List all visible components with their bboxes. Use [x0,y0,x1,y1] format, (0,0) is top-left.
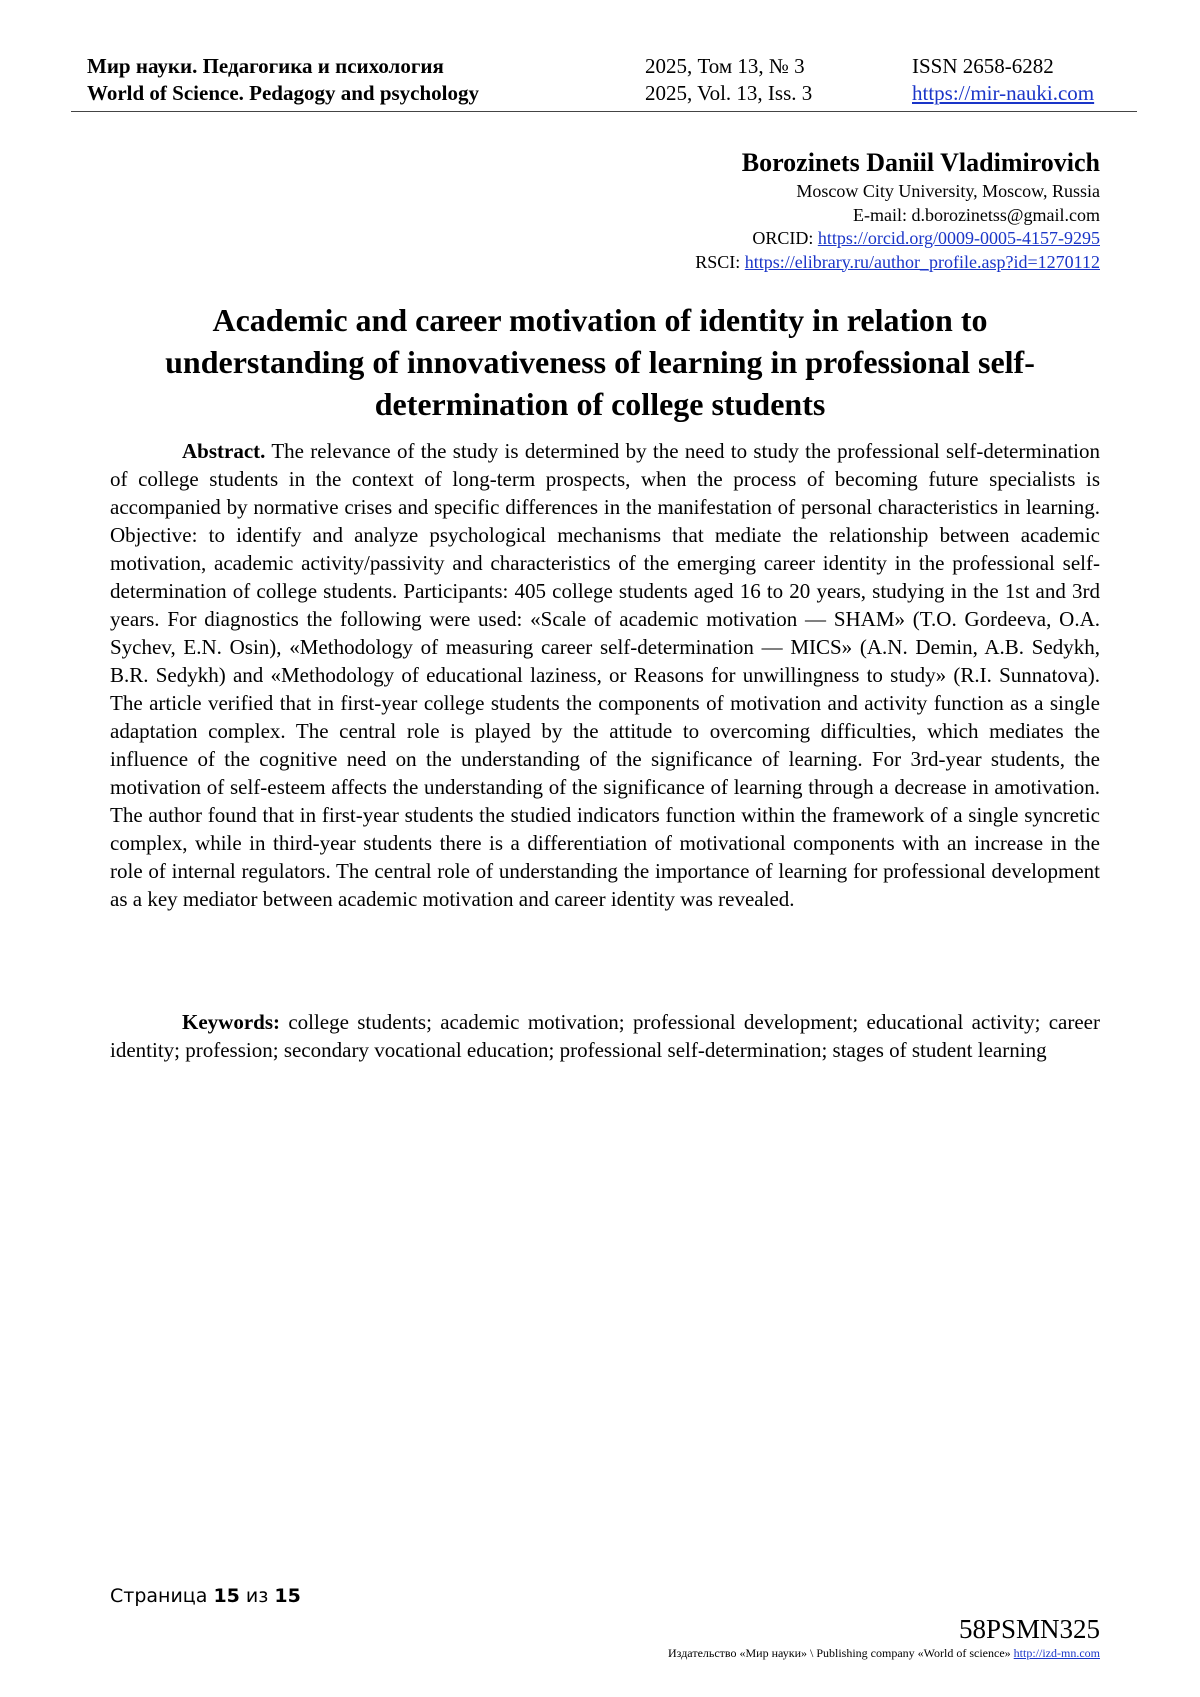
keywords-label: Keywords: [182,1010,280,1034]
issue-ru: 2025, Том 13, № 3 [645,54,805,78]
rsci-link[interactable]: https://elibrary.ru/author_profile.asp?id=1270112 [744,251,1100,272]
page-mid: из [239,1585,275,1607]
publisher-text: Издательство «Мир науки» \ Publishing company «World of science» [668,1646,1014,1660]
keywords-text: college students; academic motivation; professional development; educational activity; career identity; profession; secondary vocational education; professional self-determination; stages of student learning [110,1010,1100,1062]
rsci-label: RSCI: [695,251,745,272]
author-name: Borozinets Daniil Vladimirovich [741,148,1100,177]
publisher-link[interactable]: http://izd-mn.com [1013,1646,1100,1660]
orcid-link[interactable]: https://orcid.org/0009-0005-4157-9295 [817,228,1100,248]
journal-name-ru: Мир науки. Педагогика и психология [87,54,444,78]
abstract-text: The relevance of the study is determined by the need to study the professional self-determination of college students in the context of long-term prospects, when the process of becoming future specialists is accompanied by normative crises and specific differences in the manifestation of personal characteristics in learning. Objective: to identify and analyze psychological mechanisms that mediate the relationship between academic motivation, academic activity/passivity and characteristics of the emerging career identity in the professional self-determination of college students. Participants: 405 college students aged 16 to 20 years, studying in the 1st and 3rd years. For diagnostics the following were used: «Scale of academic motivation — SHAM» (T.O. Gordeeva, O.A. Sychev, E.N. Osin), «Methodology of measuring career self-determination — MICS» (A.N. Demin, A.B. Sedykh, B.R. Sedykh) and «Methodology of educational laziness, or Reasons for unwillingness to study» (R.I. Sunnatova). The article verified that in first-year college students the components of motivation and activity function as a single adaptation complex. The central role is played by the attitude to overcoming difficulties, which mediates the influence of the cognitive need on the understanding of the significance of learning. For 3rd-year students, the motivation of self-esteem affects the understanding of the significance of learning through a decrease in amotivation. The author found that in first-year students the studied indicators function within the framework of a single syncretic complex, while in third-year students there is a differentiation of motivational components with an increase in the role of internal regulators. The central role of understanding the importance of learning for professional development as a key mediator between academic motivation and career identity was revealed. [110,439,1101,911]
issue-en: 2025, Vol. 13, Iss. 3 [645,81,813,105]
publisher-line [668,1646,1100,1661]
page-current: 15 [213,1585,240,1607]
journal-header [71,53,1137,107]
author-affiliation: Moscow City University, Moscow, Russia [796,181,1100,201]
page-prefix: Страница [110,1585,214,1607]
page-total: 15 [274,1585,301,1607]
article-title: Academic and career motivation of identity in relation to understanding of innovativeness of learning in professional self-determination of college students [165,302,1035,422]
orcid-label: ORCID: [752,228,818,248]
journal-name-en: World of Science. Pedagogy and psychology [87,81,480,105]
page-number [110,1585,301,1607]
author-block [695,146,1100,274]
journal-site-link[interactable]: https://mir-nauki.com [912,81,1095,105]
article-code: 58PSMN325 [958,1614,1100,1644]
abstract-section [110,437,1100,913]
abstract-label: Abstract. [182,439,266,463]
author-orcid [695,227,1100,251]
keywords-section [110,1008,1100,1064]
author-rsci [695,251,1100,275]
header-divider [71,111,1137,112]
author-email: E-mail: d.borozinetss@gmail.com [852,204,1100,225]
issn: ISSN 2658-6282 [912,54,1054,78]
